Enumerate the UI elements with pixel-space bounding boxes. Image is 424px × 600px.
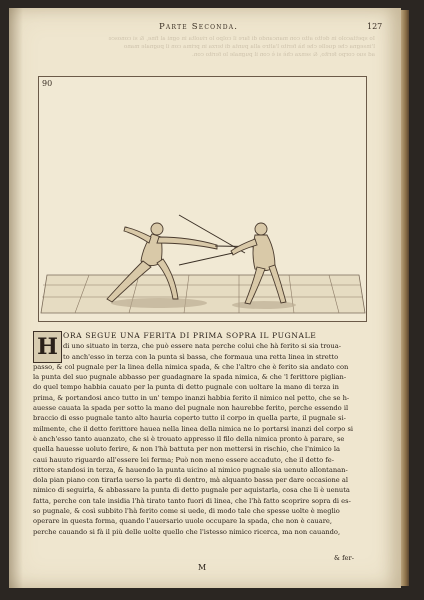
text-line: rittore standosi in terza, & hauendo la punta uicino al nimico pugnale sia uenuto allontanan-: [33, 465, 348, 474]
bleed-line: Io spettacolo in detto atto con mancando di fare il colpo lo riuolta in ogni al fine, & si conosce: [108, 36, 375, 42]
text-line: caui hauuto riguardo all'essere lei ferma; Può non meno essere accaduto, che il detto fe-: [33, 455, 335, 464]
text-line: do quel tempo habbia cauato per la punta di detto pugnale con uoltare la mano di terza in: [33, 383, 339, 392]
text-line: braccio di esso pugnale tanto alto hauria coperto tutto il corpo in quella parte, il pugnale si-: [33, 414, 346, 423]
page-edge: [401, 10, 409, 586]
text-line: di uno situato in terza, che può essere nata perche colui che hà ferito si sia troua-: [63, 342, 341, 351]
drop-cap: H: [33, 331, 62, 363]
bleed-line: l'insegna che quelle che hà ferito l'altro alla punta di terza in prima con il pugnale mano: [123, 44, 375, 50]
page-number: 127: [367, 22, 383, 31]
fencer-left-head: [151, 223, 163, 235]
spine-shadow: [9, 8, 23, 588]
fencing-illustration: [39, 77, 366, 321]
fencer-right-head: [255, 223, 267, 235]
text-line: nimico di seguirla, & abbassare la punta di detto pugnale per aquistarla, cosa che li è uenuta: [33, 486, 350, 495]
text-line: dola pian piano con tirarla uerso la parte di dentro, mà alquanto bassa per dare occasione al: [33, 476, 348, 485]
fencer-left-rear-arm: [124, 227, 151, 243]
text-line: la punta del suo pugnale abbasso per guadagnare la spada nimica, & che 'l ferittore piglian-: [33, 373, 347, 382]
fencer-right-sword: [179, 253, 233, 265]
catchword: & fer-: [334, 554, 354, 562]
text-line: quella hauesse uoluto ferire, & non l'hà battuta per non mettersi in rischio, che l'nimico la: [33, 445, 340, 454]
text-line: fatta, perche con tale insidia l'hà tirato tanto fuori di linea, che l'hà fatto scoprire sopra di es-: [33, 496, 351, 505]
text-line: operare in questa forma, quando l'auersario uuole occupare la spada, che non è cauare,: [33, 517, 333, 526]
text-line: auesse cauata la spada per sotto la mano del pugnale non haurebbe ferito, perche essendo il: [33, 404, 349, 413]
text-line: ORA SEGUE UNA FERITA DI PRIMA SOPRA IL PUGNALE: [63, 331, 317, 340]
text-line: prima, & portandosi anco tutto in un' tempo inanzi habbia ferito il nimico nel petto, che se h-: [33, 393, 350, 402]
text-line: to anch'esso in terza con la punta sì bassa, che formaua una retta linea in stretto: [63, 352, 339, 361]
running-title: Parte Seconda.: [159, 22, 239, 32]
text-line: so pugnale, & così subbito l'hà ferito come si uede, di modo tale che spesse uolte è meglio: [33, 507, 340, 516]
text-line: passo, & col pugnale per la linea della nimica spada, & che l'altro che è ferito sia andato con: [33, 362, 349, 371]
engraving-plate: [38, 76, 367, 322]
bleed-line: ad suo corpo ferito, & senza chè si è con il pugnale lo ferito con.: [191, 52, 375, 58]
text-line: perche cauando si fà il più delle uolte quello che l'istesso nimico ricerca, ma non cauando,: [33, 527, 341, 536]
fencer-right-torso: [253, 235, 275, 271]
text-line: è anch'esso tanto auanzato, che si è trouato appresso il filo della nimica pronto à parare, se: [33, 434, 345, 443]
text-line: milmente, che il detto ferittore hauea nella linea della nimica ne lo portarsi inanzi del corpo si: [33, 424, 354, 433]
plate-number: 90: [42, 79, 53, 88]
fencer-left-arm: [157, 237, 217, 249]
stage-floor: [41, 275, 365, 313]
signature-mark: M: [198, 563, 207, 572]
body-text: [33, 331, 355, 537]
bleed-through-text: [35, 35, 375, 59]
